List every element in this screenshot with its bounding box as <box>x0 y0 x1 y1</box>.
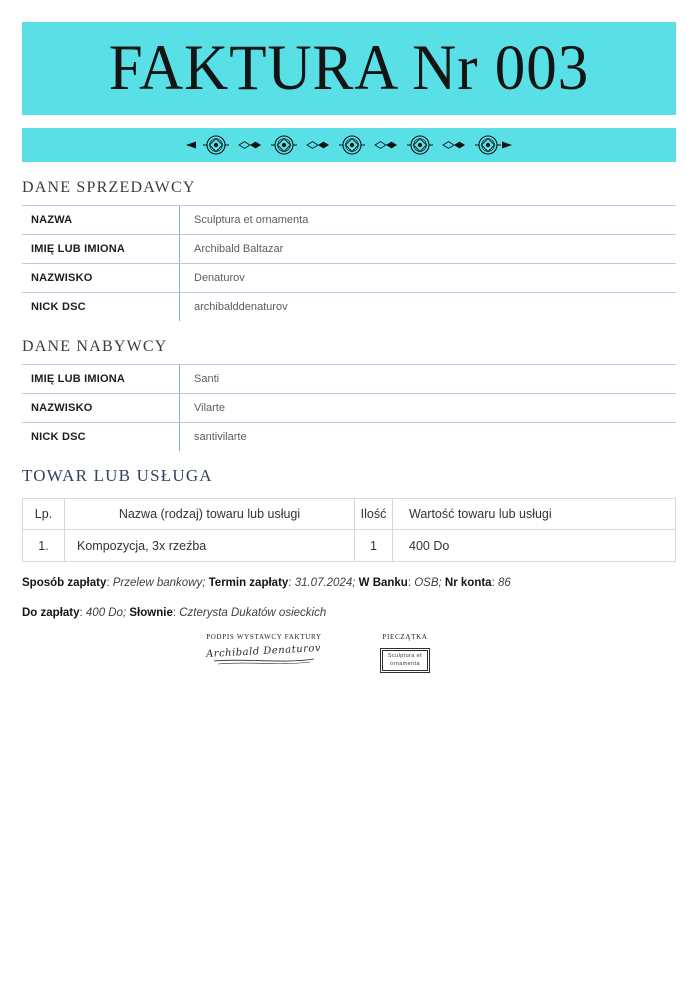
stamp-caption: PIECZĄTKA <box>382 633 428 641</box>
lace-ornament-icon <box>184 133 514 157</box>
signature-caption: PODPIS WYSTAWCY FAKTURY <box>206 633 322 641</box>
row-label: NICK DSC <box>22 423 180 451</box>
table-row <box>22 292 676 321</box>
items-data-row <box>23 530 676 562</box>
handwritten-signature: Archibald Denaturov <box>206 642 322 661</box>
row-label: IMIĘ LUB IMIONA <box>22 365 180 393</box>
table-row <box>22 364 676 393</box>
stamp-text <box>382 650 428 671</box>
payment-label: W Banku <box>358 577 408 589</box>
payment-label: Nr konta <box>444 577 492 589</box>
column-header-qty: Ilość <box>355 499 393 530</box>
seller-table <box>22 205 676 321</box>
row-label: NAZWISKO <box>22 394 180 422</box>
cell-lp: 1. <box>23 530 65 562</box>
page-title: FAKTURA Nr 003 <box>108 32 590 105</box>
invoice-content <box>22 22 676 621</box>
row-label: NICK DSC <box>22 293 180 321</box>
payment-label: Słownie <box>129 606 173 619</box>
payment-value: 400 Do <box>85 606 123 619</box>
row-value: Vilarte <box>194 402 225 414</box>
row-value: Archibald Baltazar <box>194 243 284 255</box>
payment-value: 31.07.2024 <box>294 577 353 589</box>
items-header-row <box>23 499 676 530</box>
table-row <box>22 263 676 292</box>
row-value: santivilarte <box>194 431 247 443</box>
payment-value: OSB <box>414 577 439 589</box>
payment-label: Do zapłaty <box>22 606 80 619</box>
stamp-line: ornamenta <box>390 660 420 667</box>
payment-terms-line: Sposób zapłaty: Przelew bankowy; Termin zapłaty: 31.07.2024; W Banku: OSB; Nr konta: 86 <box>22 577 511 589</box>
title-band <box>22 22 676 115</box>
seller-section-heading: DANE SPRZEDAWCY <box>22 179 196 196</box>
payment-label: Termin zapłaty <box>208 577 289 589</box>
buyer-table <box>22 364 676 451</box>
row-value: archibalddenaturov <box>194 301 288 313</box>
company-stamp <box>380 648 430 673</box>
column-header-name: Nazwa (rodzaj) towaru lub usługi <box>65 499 355 530</box>
row-value: Denaturov <box>194 272 245 284</box>
row-label: NAZWA <box>22 206 180 234</box>
table-row <box>22 393 676 422</box>
row-value: Santi <box>194 373 220 385</box>
column-header-value: Wartość towaru lub usługi <box>393 499 676 530</box>
table-row <box>22 422 676 451</box>
cell-name: Kompozycja, 3x rzeźba <box>65 530 355 562</box>
signature-block <box>184 633 344 666</box>
buyer-section-heading: DANE NABYWCY <box>22 338 168 355</box>
cell-qty: 1 <box>355 530 393 562</box>
ornament-band <box>22 128 676 162</box>
payment-label: Sposób zapłaty <box>22 577 107 589</box>
stamp-block <box>350 633 460 673</box>
cell-value: 400 Do <box>393 530 676 562</box>
payment-value: Przelew bankowy <box>112 577 203 589</box>
table-row <box>22 234 676 263</box>
row-label: NAZWISKO <box>22 264 180 292</box>
payment-value: 86 <box>497 577 511 589</box>
stamp-line: Sculptura et <box>387 653 423 659</box>
payment-total-line: Do zapłaty: 400 Do; Słownie: Czterysta Dukatów osieckich <box>22 606 327 619</box>
items-section-heading: TOWAR LUB USŁUGA <box>22 466 213 485</box>
items-table <box>22 498 676 562</box>
column-header-lp: Lp. <box>23 499 65 530</box>
table-row <box>22 205 676 234</box>
payment-value: Czterysta Dukatów osieckich <box>179 606 327 619</box>
row-value: Sculptura et ornamenta <box>194 214 309 226</box>
row-label: IMIĘ LUB IMIONA <box>22 235 180 263</box>
